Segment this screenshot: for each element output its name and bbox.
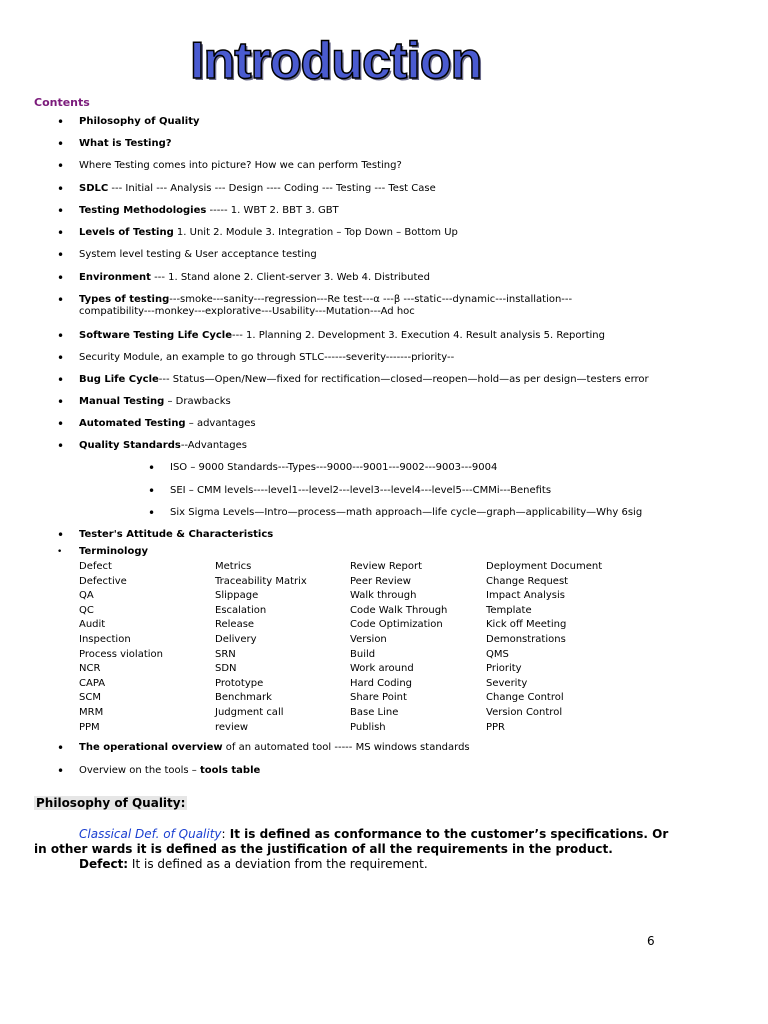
bullet-icon: • [57, 373, 65, 387]
item-text: --- 1. Stand alone 2. Client-server 3. Web 4. Distributed [150, 272, 430, 283]
list-item [57, 439, 247, 453]
item-text: --- 1. Planning 2. Development 3. Execution 4. Result analysis 5. Reporting [232, 330, 605, 341]
table-cell: Audit [79, 619, 106, 631]
table-row [79, 677, 639, 692]
bullet-icon: • [57, 182, 65, 196]
bullet-icon: • [57, 395, 65, 409]
list-item [57, 373, 649, 387]
table-cell: Share Point [350, 692, 407, 704]
page-title: Introduction [190, 32, 482, 90]
list-item [57, 271, 430, 285]
table-cell: Work around [350, 663, 414, 675]
item-bold: Quality Standards [79, 440, 181, 451]
section-heading: Philosophy of Quality: [36, 796, 186, 810]
operational-bold: The operational overview [79, 742, 223, 753]
table-cell: Version Control [486, 706, 563, 718]
bullet-icon: • [57, 248, 65, 262]
item-bold: Levels of Testing [79, 227, 174, 238]
item-text: --Advantages [180, 440, 247, 451]
table-cell: QC [79, 604, 94, 616]
tester-attitude: Tester's Attitude & Characteristics [79, 529, 274, 540]
item-bold: Manual Testing [79, 396, 165, 407]
item-bold: Bug Life Cycle [79, 374, 159, 385]
item-text: ----- 1. WBT 2. BBT 3. GBT [206, 205, 339, 216]
table-row [79, 648, 639, 663]
table-cell: Judgment call [215, 706, 284, 718]
bullet-icon: • [57, 417, 65, 431]
list-item [57, 528, 274, 542]
table-cell: Walk through [350, 590, 417, 602]
bullet-icon: • [57, 204, 65, 218]
bullet-icon: • [148, 484, 156, 498]
table-cell: Code Walk Through [350, 604, 448, 616]
bullet-icon: • [57, 159, 65, 173]
item-bold: What is Testing? [79, 138, 172, 149]
operational-text: of an automated tool ----- MS windows standards [222, 742, 470, 753]
table-cell: Change Control [486, 692, 564, 704]
terminology-label: Terminology [79, 546, 149, 557]
list-item [57, 226, 458, 240]
list-item [57, 248, 317, 262]
table-cell: review [215, 721, 249, 733]
table-cell: Base Line [350, 706, 399, 718]
sub-item-text: Six Sigma Levels—Intro—process—math approach—life cycle—graph—applicability—Why 6sig [170, 507, 643, 518]
table-cell: Peer Review [350, 575, 411, 587]
sub-list-item [148, 484, 552, 498]
table-cell: Impact Analysis [486, 590, 565, 602]
list-item [57, 115, 200, 129]
table-cell: Prototype [215, 677, 264, 689]
table-row [79, 662, 639, 677]
bullet-icon: • [57, 439, 65, 453]
table-cell: SCM [79, 692, 101, 704]
bullet-icon: • [57, 329, 65, 343]
table-cell: Benchmark [215, 692, 272, 704]
table-cell: QA [79, 590, 94, 602]
list-item [57, 137, 172, 151]
table-row [79, 691, 639, 706]
item-text: System level testing & User acceptance testing [79, 249, 317, 260]
bullet-icon: • [57, 764, 65, 778]
table-cell: NCR [79, 663, 101, 675]
table-cell: Process violation [79, 648, 163, 660]
terminology-table [79, 560, 639, 735]
table-cell: MRM [79, 706, 104, 718]
list-item [57, 741, 470, 755]
defect-label: Defect: [79, 857, 129, 871]
bullet-icon: • [148, 461, 156, 475]
table-cell: Template [486, 604, 532, 616]
item-text: 1. Unit 2. Module 3. Integration – Top Down – Bottom Up [173, 227, 458, 238]
item-text: – advantages [185, 418, 256, 429]
table-cell: Escalation [215, 604, 267, 616]
contents-heading: Contents [34, 96, 90, 109]
table-cell: CAPA [79, 677, 106, 689]
table-cell: Deployment Document [486, 561, 603, 572]
table-cell: Change Request [486, 575, 569, 587]
table-cell: Kick off Meeting [486, 619, 567, 631]
table-cell: Traceability Matrix [215, 575, 307, 587]
table-cell: Hard Coding [350, 677, 413, 689]
list-item [57, 546, 149, 558]
table-cell: Defect [79, 561, 112, 572]
table-cell: Metrics [215, 561, 252, 572]
table-row [79, 604, 639, 619]
page-number: 6 [647, 934, 655, 948]
overview-bold: tools table [200, 765, 261, 776]
definition-text: It is defined as conformance to the customer’s specifications. Or in other wards it is defined as the justification of all the requirements in the product. [34, 827, 669, 856]
definition-term: Classical Def. of Quality [79, 827, 222, 841]
table-cell: PPM [79, 721, 100, 733]
table-cell: Code Optimization [350, 619, 443, 631]
bullet-icon: • [57, 226, 65, 240]
list-item [57, 351, 455, 365]
definition-colon: : [221, 827, 226, 841]
bullet-icon: • [57, 293, 65, 307]
list-item [57, 395, 231, 409]
list-item [57, 329, 605, 343]
item-bold: SDLC [79, 183, 109, 194]
table-cell: Severity [486, 677, 528, 689]
bullet-icon: • [57, 271, 65, 285]
overview-text: Overview on the tools – [79, 765, 200, 776]
definition-paragraph [34, 827, 674, 872]
table-cell: Slippage [215, 590, 259, 602]
item-text: – Drawbacks [164, 396, 231, 407]
sub-list-item [148, 506, 643, 520]
table-row [79, 575, 639, 590]
table-cell: SRN [215, 648, 236, 660]
bullet-icon: • [57, 528, 65, 542]
item-bold: Testing Methodologies [79, 205, 207, 216]
table-cell: Review Report [350, 561, 423, 572]
list-item [57, 159, 402, 173]
table-cell: Version [350, 633, 387, 645]
item-text: Security Module, an example to go through STLC------severity-------priority-- [79, 352, 455, 363]
sub-item-text: ISO – 9000 Standards---Types---9000---9001---9002---9003---9004 [170, 462, 498, 473]
item-bold: Environment [79, 272, 151, 283]
table-cell: Defective [79, 575, 127, 587]
table-cell: Demonstrations [486, 633, 566, 645]
item-text: --- Status—Open/New—fixed for rectification—closed—reopen—hold—as per design—testers error [158, 374, 649, 385]
bullet-icon: • [57, 137, 65, 151]
sub-item-text: SEI – CMM levels----level1---level2---level3---level4---level5---CMMi---Benefits [170, 485, 552, 496]
list-item [57, 417, 256, 431]
table-row [79, 589, 639, 604]
item-bold: Philosophy of Quality [79, 116, 200, 127]
bullet-icon: • [57, 741, 65, 755]
table-cell: Build [350, 648, 376, 660]
table-cell: Inspection [79, 633, 131, 645]
bullet-icon: • [57, 115, 65, 129]
table-row [79, 721, 639, 736]
item-text: ---smoke---sanity---regression---Re test---α ---β ---static---dynamic---installation---compatibility---monkey---explorative---Usability---Mutation---Ad hoc [79, 294, 573, 317]
item-bold: Automated Testing [79, 418, 186, 429]
table-row [79, 633, 639, 648]
bullet-icon: • [148, 506, 156, 520]
sub-list-item [148, 461, 498, 475]
list-item [57, 764, 261, 778]
bullet-icon: • [57, 351, 65, 365]
table-row [79, 618, 639, 633]
list-item [57, 204, 339, 218]
table-row [79, 706, 639, 721]
table-row [79, 560, 639, 575]
defect-text: It is defined as a deviation from the requirement. [128, 857, 428, 871]
table-cell: Publish [350, 721, 386, 733]
item-bold: Software Testing Life Cycle [79, 330, 232, 341]
table-cell: QMS [486, 648, 509, 660]
bullet-icon: • [57, 547, 63, 557]
item-bold: Types of testing [79, 294, 170, 305]
table-cell: SDN [215, 663, 237, 675]
item-text: Where Testing comes into picture? How we can perform Testing? [79, 160, 402, 171]
table-cell: PPR [486, 721, 506, 733]
list-item [57, 182, 436, 196]
list-item [57, 293, 639, 318]
item-text: --- Initial --- Analysis --- Design ---- Coding --- Testing --- Test Case [108, 183, 436, 194]
table-cell: Priority [486, 663, 522, 675]
table-cell: Delivery [215, 633, 257, 645]
table-cell: Release [215, 619, 255, 631]
